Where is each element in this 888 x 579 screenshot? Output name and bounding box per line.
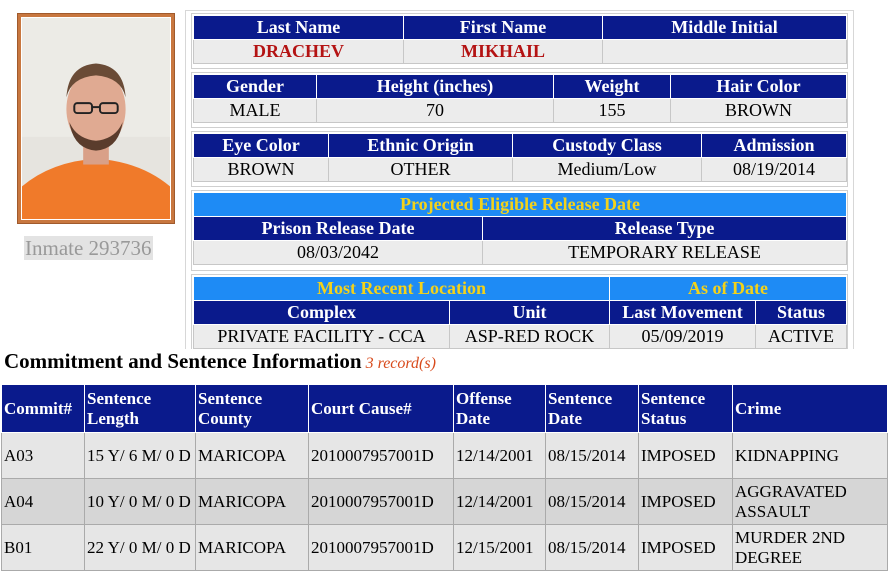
classification-table: [193, 133, 847, 182]
offense-date-cell: 12/14/2001: [454, 479, 546, 525]
release-type-header: Release Type: [483, 217, 847, 241]
first-name-value: MIKHAIL: [404, 40, 603, 64]
commit-cell: A04: [2, 479, 85, 525]
weight-value: 155: [554, 99, 671, 123]
sentence-table: [1, 384, 888, 571]
projected-release-title: Projected Eligible Release Date: [194, 193, 847, 217]
inmate-photo: [21, 17, 171, 220]
weight-header: Weight: [554, 75, 671, 99]
crime-header: Crime: [733, 385, 888, 433]
court-cause-cell: 2010007957001D: [309, 479, 454, 525]
court-cause-cell: 2010007957001D: [309, 525, 454, 571]
offense-date-cell: 12/15/2001: [454, 525, 546, 571]
record-count: 3 record(s): [365, 355, 436, 372]
last-name-header: Last Name: [194, 16, 404, 40]
county-cell: MARICOPA: [196, 479, 309, 525]
prison-release-date-value: 08/03/2042: [194, 241, 483, 265]
physical-table: [193, 74, 847, 123]
custody-class-header: Custody Class: [513, 134, 702, 158]
commit-cell: B01: [2, 525, 85, 571]
table-row: [2, 479, 888, 525]
complex-header: Complex: [194, 301, 450, 325]
inmate-photo-frame: [17, 13, 175, 224]
sentence-date-cell: 08/15/2014: [546, 479, 639, 525]
sentence-date-cell: 08/15/2014: [546, 525, 639, 571]
sentence-status-cell: IMPOSED: [639, 433, 733, 479]
commit-header: Commit#: [2, 385, 85, 433]
offense-date-header: Offense Date: [454, 385, 546, 433]
height-header: Height (inches): [317, 75, 554, 99]
eye-color-header: Eye Color: [194, 134, 329, 158]
hair-color-value: BROWN: [671, 99, 847, 123]
county-cell: MARICOPA: [196, 525, 309, 571]
hair-color-header: Hair Color: [671, 75, 847, 99]
most-recent-location-title: Most Recent Location: [194, 277, 610, 301]
offense-date-cell: 12/14/2001: [454, 433, 546, 479]
crime-cell: KIDNAPPING: [733, 433, 888, 479]
sentence-length-cell: 15 Y/ 6 M/ 0 D: [85, 433, 196, 479]
sentence-section-title: [4, 348, 436, 377]
location-table: [193, 276, 847, 349]
admission-header: Admission: [702, 134, 847, 158]
sentence-status-cell: IMPOSED: [639, 525, 733, 571]
last-movement-value: 05/09/2019: [610, 325, 756, 349]
sentence-date-header: Sentence Date: [546, 385, 639, 433]
county-cell: MARICOPA: [196, 433, 309, 479]
status-value: ACTIVE: [756, 325, 847, 349]
sentence-section-heading: Commitment and Sentence Information: [4, 349, 362, 373]
status-header: Status: [756, 301, 847, 325]
eye-color-value: BROWN: [194, 158, 329, 182]
crime-cell: AGGRAVATED ASSAULT: [733, 479, 888, 525]
unit-value: ASP-RED ROCK: [450, 325, 610, 349]
commit-cell: A03: [2, 433, 85, 479]
sentence-date-cell: 08/15/2014: [546, 433, 639, 479]
middle-initial-header: Middle Initial: [603, 16, 847, 40]
table-row: [2, 433, 888, 479]
last-name-value: DRACHEV: [194, 40, 404, 64]
release-table: [193, 192, 847, 265]
sentence-status-cell: IMPOSED: [639, 479, 733, 525]
ethnic-origin-header: Ethnic Origin: [329, 134, 513, 158]
admission-value: 08/19/2014: [702, 158, 847, 182]
table-row: [2, 525, 888, 571]
unit-header: Unit: [450, 301, 610, 325]
court-cause-header: Court Cause#: [309, 385, 454, 433]
sentence-header-row: [2, 385, 888, 433]
middle-initial-value: [603, 40, 847, 64]
inmate-number-label: Inmate 293736: [25, 236, 152, 260]
gender-value: MALE: [194, 99, 317, 123]
sentence-length-header: Sentence Length: [85, 385, 196, 433]
sentence-county-header: Sentence County: [196, 385, 309, 433]
prison-release-date-header: Prison Release Date: [194, 217, 483, 241]
release-type-value: TEMPORARY RELEASE: [483, 241, 847, 265]
sentence-length-cell: 10 Y/ 0 M/ 0 D: [85, 479, 196, 525]
crime-cell: MURDER 2ND DEGREE: [733, 525, 888, 571]
court-cause-cell: 2010007957001D: [309, 433, 454, 479]
ethnic-origin-value: OTHER: [329, 158, 513, 182]
sentence-length-cell: 22 Y/ 0 M/ 0 D: [85, 525, 196, 571]
sentence-status-header: Sentence Status: [639, 385, 733, 433]
as-of-date-title: As of Date: [610, 277, 847, 301]
name-table: [193, 15, 847, 64]
gender-header: Gender: [194, 75, 317, 99]
first-name-header: First Name: [404, 16, 603, 40]
last-movement-header: Last Movement: [610, 301, 756, 325]
height-value: 70: [317, 99, 554, 123]
complex-value: PRIVATE FACILITY - CCA: [194, 325, 450, 349]
custody-class-value: Medium/Low: [513, 158, 702, 182]
